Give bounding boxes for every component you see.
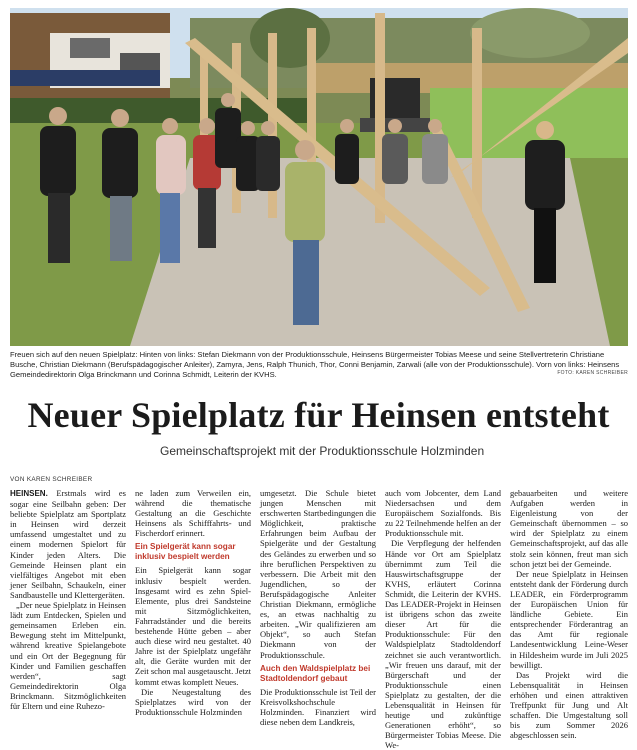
paragraph: Die Verpflegung der helfenden Hände vor Ort am Spielplatz übernimmt zum Teil die Hauswirtschaftsgruppe der KVHS, erläutert Corinna Schmidt, die Leiterin der KVHS. Das LEADER-Projekt in Heinsen ist übrigens schon das zweite dieser Art für die Produktionsschule: Für den Waldspielplatz Stadtoldendorf zeichnet sie auch verantwortlich. „Wir freuen uns darauf, mit der Bürgerschaft und der Produktionsschule einen Spielplatz zu gestalten, der die Lebensqualität in Heinsen für heutige und zukünftige Generationen erhöht“, so Bürgermeister Tobias Meese. Die We-	[385, 538, 501, 750]
paragraph: Die Neugestaltung des Spielplatzes wird von der Produktionsschule Holzminden	[135, 686, 251, 717]
paragraph: auch vom Jobcenter, dem Land Niedersachsen und dem Europäischem Sozialfonds. Bis zu 22 Teilnehmende helfen an der Produktionsschule mit.	[385, 488, 501, 539]
paragraph: Die Produktionsschule ist Teil der Kreisvolkshochschule Holzminden. Finanziert wird diese neben dem Landkreis,	[260, 686, 376, 727]
paragraph: umgesetzt. Die Schule bietet jungen Menschen mit erschwerten Startbedingungen die Möglichkeit, praktische Erfahrungen beim Aufbau der Spielgeräte und der Gestaltung des Geländes zu erwerben und so ihre beruflichen Perspektiven zu verbessern. Die Arbeit mit den Jugendlichen, so der Berufspädagogische Anleiter Christian Diekmann, ermögliche es, an etwas nachhaltig zu arbeiten. „Wir qualifizieren am Objekt“, so auch Stefan Diekmann von der Produktionsschule.	[260, 488, 376, 660]
column-5	[510, 488, 628, 741]
photo-credit: FOTO: KAREN SCHREIBER	[557, 370, 628, 376]
paragraph-text: Erstmals wird es sogar eine Seilbahn geben: Der beliebte Spielplatz am Sportplatz in Heinsen wird derzeit umfassend umgestaltet und zu einem modernen Spielort für Kinder jeden Alters. Die Gemeinde Heinsen plant ein vielfältiges Angebot mit eben jener Seilbahn, Schaukeln, einer Sandbaustelle und Klettergeräten.	[10, 488, 126, 600]
article-photo	[10, 8, 628, 346]
subheadline: Gemeinschaftsprojekt mit der Produktionsschule Holzminden	[160, 444, 485, 458]
subheading: Ein Spielgerät kann sogar inklusiv bespielt werden	[135, 542, 236, 562]
paragraph: Der neue Spielplatz in Heinsen entsteht dank der Förderung durch LEADER, ein Förderprogramm der Europäischen Union für ländliche Gebiete. Ein entsprechender Förderantrag an das Amt für regionale Landesentwicklung Leine-Weser in Hildesheim wurde im Juli 2025 bewilligt.	[510, 568, 628, 670]
column-4	[385, 488, 501, 750]
paragraph: gebauarbeiten und weitere Aufgaben werden in Eigenleistung von der Gemeinschaft übernommen – so wird der Spielplatz zu einem Gemeinschaftsprojekt, auf das alle stolz sein können, freut man sich schon jetzt bei der Gemeinde.	[510, 488, 628, 569]
paragraph: Das Projekt wird die Lebensqualität in Heinsen erhöhen und einen attraktiven Treffpunkt für Jung und Alt schaffen. Die Umgestaltung soll bis zum Sommer 2026 abgeschlossen sein.	[510, 669, 628, 741]
column-3	[260, 488, 376, 727]
byline: VON KAREN SCHREIBER	[10, 476, 93, 483]
subheading: Auch den Waldspielplatz bei Stadtoldendorf gebaut	[260, 663, 371, 683]
paragraph	[10, 488, 126, 600]
column-2	[135, 488, 251, 717]
dateline: HEINSEN.	[10, 489, 48, 498]
article-body	[10, 488, 628, 750]
photo-caption: Freuen sich auf den neuen Spielplatz: Hinten von links: Stefan Diekmann von der Produktionsschule, Heinsens Bürgermeister Tobias Meese und seine Stellvertreterin Christiane Busche, Christian Diekmann (Berufspädagogischer Anleiter), Zamyra, Jens, Ralph Thunich, Thor, Conni Benjamin, Zarwali (alle von der Produktionsschule). Vorn von links: Heinsens Gemeindedirektorin Olga Brinckmann und Corinna Schmidt, Leiterin der KVHS.	[10, 350, 620, 379]
paragraph: Ein Spielgerät kann sogar inklusiv bespielt werden. Insgesamt wird es zehn Spiel-Elemente, plus drei Sandsteine mit Sitzmöglichkeiten, Fahrradständer und die bereits bestehende Hütte geben – aber auch diese wird neu gestaltet. 40 Jahre ist der Spielplatz ungefähr alt, die Geräte wurden mit der Zeit schon mal ausgetauscht. Jetzt kommt etwas komplett Neues.	[135, 565, 251, 687]
headline: Neuer Spielplatz für Heinsen entsteht	[27, 395, 610, 435]
paragraph: „Der neue Spielplatz in Heinsen lädt zum Entdecken, Spielen und gemeinsamen Erleben ein. Bewegung steht im Mittelpunkt, während kreative Spielangebote und ein Ort der Begegnung für Kinder und Familien geschaffen werden“, sagt Gemeindedirektorin Olga Brinckmann. Sitzmöglichkeiten für Eltern und eine Ruhezo-	[10, 600, 126, 711]
column-1	[10, 488, 126, 710]
paragraph: ne laden zum Verweilen ein, während die thematische Gestaltung an die Geschichte Heinsens als Schifffahrts- und Fischerdorf erinnert.	[135, 488, 251, 539]
playground-group-photo	[10, 8, 628, 346]
